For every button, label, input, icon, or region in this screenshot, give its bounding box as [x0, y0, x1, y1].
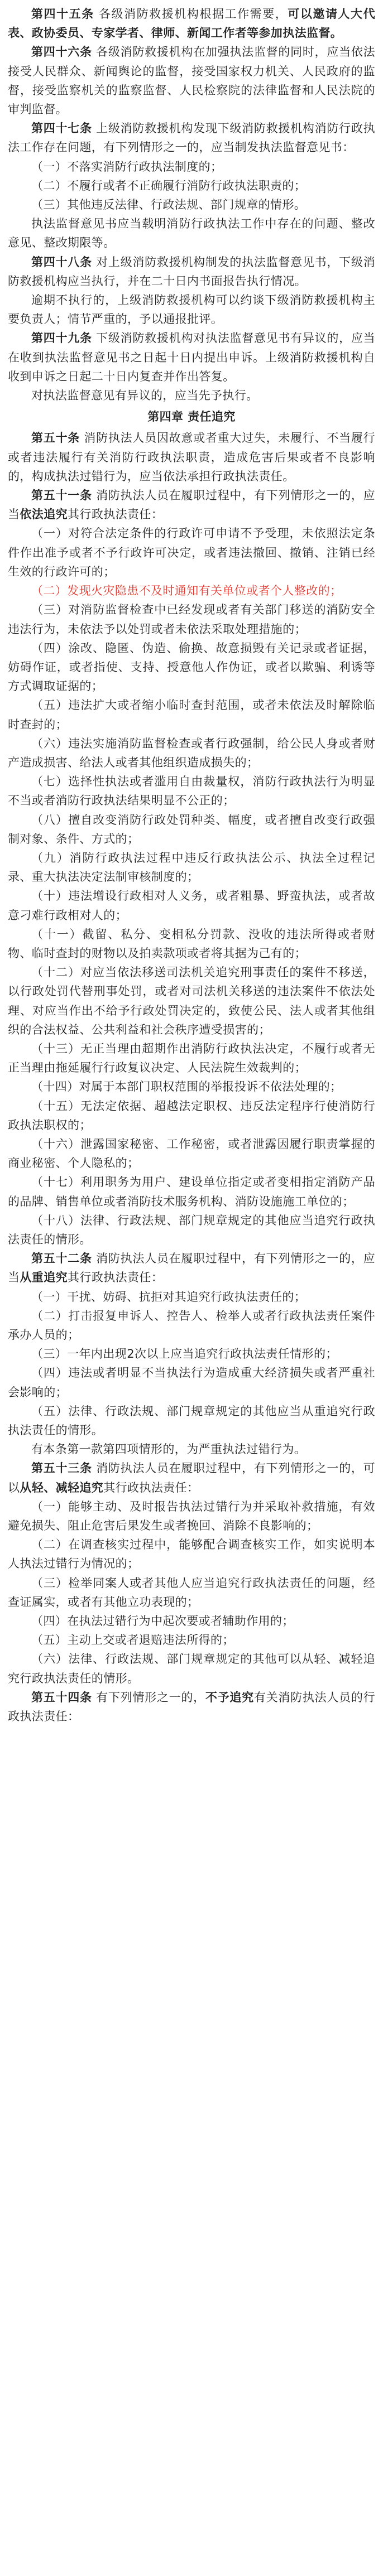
body-text: （二）打击报复申诉人、控告人、检举人或者行政执法责任案件承办人员的； — [8, 1309, 375, 1342]
article-paragraph — [8, 428, 375, 486]
bold-text: 第四十六条 — [31, 45, 92, 59]
article-paragraph — [8, 157, 375, 176]
body-text: 对上级消防救援机构制发的执法监督意见书，下级消防救援机构应当执行，并在二十日内书面报告执行情况。 — [8, 255, 376, 288]
article-paragraph — [8, 581, 375, 600]
body-text: （三）检举同案人或者其他人应当追究行政执法责任的问题，经查证属实，或者有其他立功表现的； — [8, 1576, 375, 1609]
body-text: （八）擅自改变消防行政处罚种类、幅度，或者擅自改变行政强制对象、条件、方式的； — [8, 813, 375, 846]
article-paragraph — [8, 639, 375, 696]
article-paragraph — [8, 1211, 375, 1249]
article-paragraph — [8, 1173, 375, 1210]
article-paragraph — [8, 1306, 375, 1344]
body-text: （十）违法增设行政相对人义务，或者粗暴、野蛮执法，或者故意刁难行政相对人的； — [8, 889, 375, 922]
article-paragraph — [8, 42, 375, 119]
article-paragraph — [8, 1402, 375, 1440]
body-text: （一）不落实消防行政执法制度的； — [31, 160, 223, 173]
article-paragraph — [8, 1497, 375, 1535]
article-paragraph — [8, 811, 375, 848]
bold-text: 第五十四条 — [31, 1690, 92, 1704]
article-paragraph — [8, 1535, 375, 1573]
article-paragraph — [8, 195, 375, 214]
bold-text: 第四十五条 — [31, 7, 94, 21]
article-paragraph — [8, 1344, 375, 1363]
article-paragraph — [8, 1630, 375, 1649]
body-text: （六）法律、行政法规、部门规章规定的其他可以从轻、减轻追究行政执法责任的情形。 — [8, 1652, 375, 1685]
article-paragraph — [8, 4, 375, 42]
body-text: （一）干扰、妨碍、抗拒对其追究行政执法责任的； — [31, 1290, 307, 1304]
body-text: 对执法监督意见有异议的，应当先予执行。 — [31, 389, 258, 403]
body-text: 有关消防执法人员的行政执法责任： — [8, 1690, 375, 1724]
article-paragraph — [8, 925, 375, 963]
article-paragraph — [8, 848, 375, 886]
article-paragraph — [8, 386, 375, 405]
article-paragraph — [8, 1459, 375, 1497]
body-text: 消防执法人员在履职过程中，有下列情形之一的，应当 — [8, 489, 376, 522]
bold-text: 第五十条 — [31, 431, 80, 445]
article-paragraph — [8, 119, 375, 157]
body-text: （十四）对属于本部门职权范围的举报投诉不依法处理的； — [31, 1080, 342, 1094]
bold-text: 从重追究 — [20, 1271, 68, 1285]
body-text: （十一）截留、私分、变相私分罚款、没收的违法所得或者财物、临时查封的财物以及拍卖款项或者将其据为己有的； — [8, 927, 375, 960]
body-text: （十五）无法定依据、超越法定职权、违反法定程序行使消防行政执法职权的； — [8, 1099, 375, 1132]
bold-text: 第五十三条 — [31, 1461, 92, 1475]
body-text: 其行政执法责任： — [68, 508, 164, 522]
body-text: （十二）对应当依法移送司法机关追究刑事责任的案件不移送，以行政处罚代替刑事处罚，或者对司法机关移送的违法案件不依法处理、对应当作出不给予行政处罚决定的，致使公民、法人或者其他组织的合法权益、公共利益和社会秩序遭受损害的； — [8, 966, 375, 1036]
bold-text: 第五十二条 — [31, 1252, 92, 1266]
article-paragraph — [8, 1649, 375, 1687]
article-paragraph — [8, 1612, 375, 1630]
bold-text: 第四十九条 — [31, 331, 92, 345]
body-text: 消防执法人员在履职过程中，有下列情形之一的，可以 — [8, 1461, 376, 1494]
article-paragraph — [8, 1440, 375, 1459]
body-text: （三）对消防监督检查中已经发现或者有关部门移送的消防安全违法行为，未依法予以处罚或者未依法采取处理措施的； — [8, 603, 375, 636]
body-text: （二）在调查核实过程中，能够配合调查核实工作，如实说明本人执法过错行为情况的； — [8, 1538, 375, 1571]
bold-text: 第四章 责任追究 — [147, 410, 236, 424]
body-text: （三）一年内出现2次以上应当追究行政执法责任情形的； — [31, 1347, 338, 1361]
article-paragraph — [8, 486, 375, 524]
article-paragraph — [8, 253, 375, 291]
article-paragraph — [8, 176, 375, 195]
bold-text: 可以邀请人大代表、政协委员、专家学者、律师、新闻工作者等参加执法监督。 — [8, 7, 375, 40]
body-text: 消防执法人员因故意或者重大过失，未履行、不当履行或者违法履行有关消防行政执法职责，造成危害后果或者不良影响的，构成执法过错行为，应当依法承担行政执法责任。 — [8, 431, 375, 483]
body-text: （十八）法律、行政法规、部门规章规定的其他应当追究行政执法责任的情形。 — [8, 1213, 375, 1246]
article-paragraph — [8, 886, 375, 924]
article-paragraph — [8, 600, 375, 638]
chapter-heading — [8, 407, 375, 426]
body-text: 上级消防救援机构发现下级消防救援机构消防行政执法工作存在问题，有下列情形之一的，应当制发执法监督意见书： — [8, 122, 376, 155]
body-text: 各级消防救援机构在加强执法监督的同时，应当依法接受人民群众、新闻舆论的监督，接受国家权力机关、人民政府的监督，接受监察机关的监察监督、人民检察院的法律监督和人民法院的审判监督。 — [8, 45, 376, 117]
body-text: 下级消防救援机构对执法监督意见书有异议的，应当在收到执法监督意见书之日起十日内提出申诉。上级消防救援机构自收到申诉之日起二十日内复查并作出答复。 — [8, 331, 376, 383]
body-text: 消防执法人员在履职过程中，有下列情形之一的，应当 — [8, 1252, 376, 1285]
article-paragraph — [8, 329, 375, 386]
article-paragraph — [8, 772, 375, 810]
article-paragraph — [8, 734, 375, 772]
body-text: 逾期不执行的，上级消防救援机构可以约谈下级消防救援机构主要负责人；情节严重的，予以通报批评。 — [8, 293, 375, 326]
body-text: （十三）无正当理由超期作出消防行政执法决定，不履行或者无正当理由拖延履行行政复议决定、人民法院生效裁判的； — [8, 1041, 375, 1075]
body-text: （一）能够主动、及时报告执法过错行为并采取补救措施，有效避免损失、阻止危害后果发生或者挽回、消除不良影响的； — [8, 1499, 375, 1533]
body-text: （五）法律、行政法规、部门规章规定的其他应当从重追究行政执法责任的情形。 — [8, 1404, 375, 1437]
bold-text: 从轻、减轻追究 — [20, 1480, 104, 1494]
body-text: （七）选择性执法或者滥用自由裁量权，消防行政执法行为明显不当或者消防行政执法结果明显不公正的； — [8, 775, 375, 808]
article-paragraph — [8, 291, 375, 329]
article-paragraph — [8, 1135, 375, 1173]
article-paragraph — [8, 1688, 375, 1726]
body-text: 有本条第一款第四项情形的，为严重执法过错行为。 — [31, 1443, 307, 1456]
body-text: 执法监督意见书应当载明消防行政执法工作中存在的问题、整改意见、整改期限等。 — [8, 217, 375, 250]
bold-text: 第四十八条 — [31, 255, 92, 269]
body-text: （四）在执法过错行为中起次要或者辅助作用的； — [31, 1614, 294, 1628]
body-text: （九）消防行政执法过程中违反行政执法公示、执法全过程记录、重大执法决定法制审核制度的； — [8, 851, 375, 884]
body-text: （二）不履行或者不正确履行消防行政执法职责的； — [31, 179, 307, 192]
article-paragraph — [8, 1574, 375, 1612]
bold-text: 不予追究 — [205, 1690, 254, 1704]
body-text: （三）其他违反法律、行政法规、部门规章的情形。 — [31, 198, 307, 212]
article-paragraph — [8, 1039, 375, 1077]
article-paragraph — [8, 1249, 375, 1287]
body-text: （五）违法扩大或者缩小临时查封范围，或者未依法及时解除临时查封的； — [8, 698, 375, 731]
article-paragraph — [8, 963, 375, 1039]
article-paragraph — [8, 214, 375, 252]
highlighted-text: （二）发现火灾隐患不及时通知有关单位或者个人整改的； — [31, 584, 342, 598]
body-text: （十七）利用职务为用户、建设单位指定或者变相指定消防产品的品牌、销售单位或者消防技术服务机构、消防设施施工单位的； — [8, 1175, 375, 1208]
bold-text: 依法追究 — [20, 508, 68, 522]
article-paragraph — [8, 696, 375, 734]
body-text: （一）对符合法定条件的行政许可申请不予受理，未依照法定条件作出准予或者不予行政许可决定，或者违法撤回、撤销、注销已经生效的行政许可的； — [8, 527, 375, 578]
article-paragraph — [8, 1077, 375, 1096]
body-text: 其行政执法责任： — [68, 1271, 164, 1285]
article-paragraph — [8, 1097, 375, 1135]
body-text: （四）违法或者明显不当执法行为造成重大经济损失或者严重社会影响的； — [8, 1366, 375, 1399]
body-text: 有下列情形之一的， — [92, 1690, 205, 1704]
article-paragraph — [8, 1287, 375, 1306]
body-text: （十六）泄露国家秘密、工作秘密，或者泄露因履行职责掌握的商业秘密、个人隐私的； — [8, 1137, 375, 1170]
body-text: 其行政执法责任： — [103, 1480, 199, 1494]
body-text: （六）违法实施消防监督检查或者行政强制，给公民人身或者财产造成损害、给法人或者其他组织造成损失的； — [8, 736, 375, 769]
body-text: 各级消防救援机构根据工作需要， — [94, 7, 288, 21]
article-paragraph — [8, 524, 375, 581]
article-paragraph — [8, 1363, 375, 1401]
body-text: （五）主动上交或者退赔违法所得的； — [31, 1633, 234, 1647]
bold-text: 第五十一条 — [31, 489, 92, 503]
bold-text: 第四十七条 — [31, 122, 92, 136]
body-text: （四）涂改、隐匿、伪造、偷换、故意损毁有关记录或者证据，妨碍作证，或者指使、支持、授意他人作伪证，或者以欺骗、利诱等方式调取证据的； — [8, 641, 375, 693]
